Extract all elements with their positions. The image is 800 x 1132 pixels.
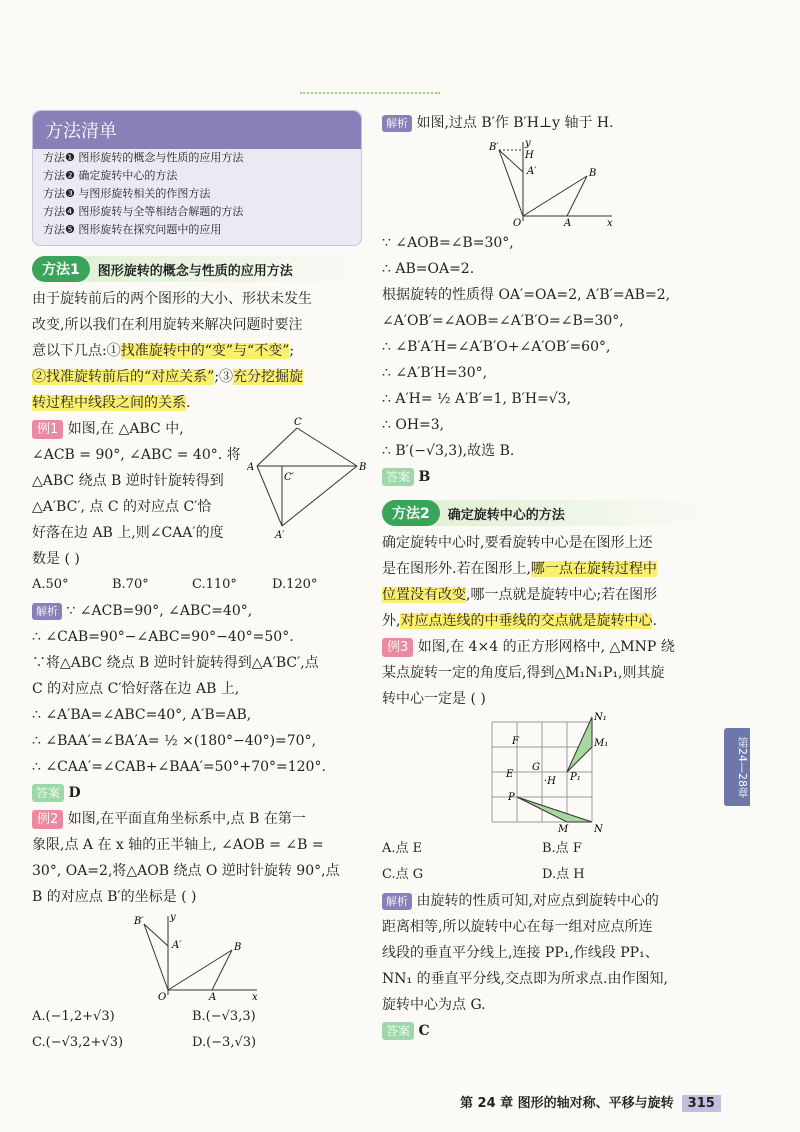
text: . xyxy=(652,613,657,629)
grid-figure xyxy=(482,712,612,832)
answer-tag: 答案 xyxy=(382,1022,414,1040)
text: 由旋转的性质可知,对应点到旋转中心的 xyxy=(412,893,659,909)
label-y: y xyxy=(525,138,531,149)
solution-tag: 解析 xyxy=(32,603,62,620)
summary-item: 方法❹ 图形旋转与全等相结合解题的方法 xyxy=(43,205,244,218)
text-line: ∴ ∠BAA′=∠BA′A= ½ ×(180°−40°)=70°, xyxy=(32,733,317,749)
chapter-title: 第 24 章 图形的轴对称、平移与旋转 xyxy=(460,1096,674,1111)
text-line xyxy=(382,634,712,660)
highlight: 对应点连线的中垂线的交点就是旋转中心 xyxy=(400,613,653,629)
left-column xyxy=(32,110,367,1056)
answer-line xyxy=(382,1018,712,1044)
highlight: 哪一点在旋转过程中 xyxy=(530,561,657,577)
text-line: C 的对应点 C′恰好落在边 AB 上, xyxy=(32,681,240,697)
decor-dots xyxy=(300,92,440,98)
text-line xyxy=(32,598,362,624)
ex3-options xyxy=(382,836,712,862)
summary-item: 方法❺ 图形旋转在探究问题中的应用 xyxy=(43,223,222,236)
coordinate-figure-2 xyxy=(487,136,617,226)
text-line: 根据旋转的性质得 OA′=OA=2, A′B′=AB=2, xyxy=(382,287,671,303)
text: 如图,在 △ABC 中, xyxy=(63,421,184,437)
label-x: x xyxy=(252,992,258,1000)
text: ;③ xyxy=(214,369,234,385)
text-line: △ABC 绕点 B 逆时针旋转得到 xyxy=(32,473,224,489)
label-Cp: C′ xyxy=(284,472,294,483)
option[interactable]: B.点 F xyxy=(542,841,582,856)
text-line xyxy=(382,110,712,136)
summary-item: 方法❶ 图形旋转的概念与性质的应用方法 xyxy=(43,151,244,164)
text-line: 30°, OA=2,将△AOB 绕点 O 逆时针旋转 90°,点 xyxy=(32,863,340,879)
label-A: A xyxy=(247,462,255,473)
label-P1: P₁ xyxy=(570,772,581,783)
text-line: ∵ ∠AOB=∠B=30°, xyxy=(382,235,514,251)
text-line: 意以下几点:①找准旋转中的“变”与“不变”; xyxy=(32,343,295,359)
text-line: ∵将△ABC 绕点 B 逆时针旋转得到△A′BC′,点 xyxy=(32,655,319,671)
method2-tag: 方法2 xyxy=(382,500,440,526)
text-line: 象限,点 A 在 x 轴的正半轴上, ∠AOB = ∠B = xyxy=(32,837,324,853)
label-B: B xyxy=(359,462,367,473)
text-line: ∴ ∠B′A′H=∠A′B′O+∠A′OB′=60°, xyxy=(382,339,611,355)
text-line: 转中心一定是 ( ) xyxy=(382,691,486,707)
text-line: ∴ A′H= ½ A′B′=1, B′H=√3, xyxy=(382,391,572,407)
text-line: ∠A′OB′=∠AOB=∠A′B′O=∠B=30°, xyxy=(382,313,624,329)
label-H: H xyxy=(525,150,534,161)
highlight: 位置没有改变 xyxy=(382,587,466,603)
label-Bp: B′ xyxy=(134,916,144,927)
triangle-figure xyxy=(247,416,372,546)
text-line xyxy=(32,364,362,390)
label-P: P xyxy=(508,792,515,803)
summary-item: 方法❷ 确定旋转中心的方法 xyxy=(43,169,178,182)
solution-tag: 解析 xyxy=(382,893,412,910)
answer-tag: 答案 xyxy=(382,468,414,486)
ex2-options xyxy=(32,1004,362,1030)
text: 外, xyxy=(382,613,401,629)
option[interactable]: B.(−√3,3) xyxy=(192,1009,256,1024)
text: 意以下几点:① xyxy=(32,343,121,359)
text-line xyxy=(382,888,712,914)
text-line: ∴ ∠A′B′H=30°, xyxy=(382,365,488,381)
example1 xyxy=(32,416,367,572)
ex3-options xyxy=(382,862,712,888)
answer-tag: 答案 xyxy=(32,784,64,802)
text: 如图,在 4×4 的正方形网格中, △MNP 绕 xyxy=(413,639,675,655)
method2-title: 确定旋转中心的方法 xyxy=(447,507,565,523)
text-line: 数是 ( ) xyxy=(32,551,80,567)
text-line: ∠ACB = 90°, ∠ABC = 40°. 将 xyxy=(32,447,241,463)
text-line: 旋转中心为点 G. xyxy=(382,997,486,1013)
highlight: 充分挖掘旋 xyxy=(233,369,304,385)
option[interactable]: D.点 H xyxy=(542,867,585,882)
text-line: 距离相等,所以旋转中心在每一组对应点所连 xyxy=(382,919,653,935)
highlight: 找准旋转中的“变”与“不变” xyxy=(120,343,290,359)
ex1-options xyxy=(32,572,362,598)
label-Bp: B′ xyxy=(489,142,499,153)
answer: C xyxy=(418,1023,430,1039)
highlight: ②找准旋转前后的“对应关系” xyxy=(32,369,215,385)
label-Ap: A′ xyxy=(172,940,182,951)
option[interactable]: A.点 E xyxy=(382,841,423,856)
text-line: ∴ AB=OA=2. xyxy=(382,261,475,277)
page-number: 315 xyxy=(682,1095,721,1112)
text-line: NN₁ 的垂直平分线,交点即为所求点.由作图知, xyxy=(382,971,668,987)
answer: D xyxy=(68,785,81,801)
text: ∵ ∠ACB=90°, ∠ABC=40°, xyxy=(66,603,253,619)
example-tag: 例3 xyxy=(382,638,413,657)
option[interactable]: A.50° xyxy=(32,577,69,592)
option[interactable]: A.(−1,2+√3) xyxy=(32,1009,115,1024)
text: . xyxy=(186,395,191,411)
method1-tag: 方法1 xyxy=(32,256,90,282)
page-footer xyxy=(460,1092,721,1111)
text-line: ∴ ∠A′BA=∠ABC=40°, A′B=AB, xyxy=(32,707,252,723)
text-line: △A′BC′, 点 C 的对应点 C′恰 xyxy=(32,499,212,515)
label-M1: M₁ xyxy=(594,738,609,749)
text-line xyxy=(32,390,362,416)
option[interactable]: D.(−3,√3) xyxy=(192,1035,257,1050)
label-Ap: A′ xyxy=(275,530,285,541)
text-line: 改变,所以我们在利用旋转来解决问题时要注 xyxy=(32,317,303,333)
text-line: 由于旋转前后的两个图形的大小、形状未发生 xyxy=(32,291,312,307)
label-B: B xyxy=(589,168,597,179)
coordinate-figure xyxy=(132,910,262,1000)
label-O: O xyxy=(158,992,167,1000)
text-line: ∴ OH=3, xyxy=(382,417,445,433)
chapter-side-tab[interactable]: 第24—28章 xyxy=(724,728,750,806)
example-tag: 例2 xyxy=(32,810,63,829)
label-x: x xyxy=(607,218,613,226)
label-H: ·H xyxy=(544,776,556,787)
option[interactable]: C.110° xyxy=(192,577,237,592)
answer-line xyxy=(382,464,712,490)
label-C: C xyxy=(294,417,302,428)
label-N: N xyxy=(594,824,603,832)
summary-title: 方法清单 xyxy=(33,111,361,149)
label-M: M xyxy=(558,824,569,832)
text-line xyxy=(382,608,712,634)
text: 是在图形外.若在图形上, xyxy=(382,561,531,577)
text-line xyxy=(382,582,712,608)
text-line: 好落在边 AB 上,则∠CAA′的度 xyxy=(32,525,224,541)
text-line: 确定旋转中心时,要看旋转中心是在图形上还 xyxy=(382,535,653,551)
text: 如图,过点 B′作 B′H⊥y 轴于 H. xyxy=(412,115,614,131)
example-tag: 例1 xyxy=(32,420,63,439)
text: 如图,在平面直角坐标系中,点 B 在第一 xyxy=(63,811,306,827)
label-B: B xyxy=(234,942,242,953)
answer: B xyxy=(418,469,431,485)
text-line: ∴ B′(−√3,3),故选 B. xyxy=(382,443,515,459)
method-summary-box xyxy=(32,110,362,246)
method2-header xyxy=(382,500,712,526)
option[interactable]: C.点 G xyxy=(382,867,424,882)
text-line: 某点旋转一定的角度后,得到△M₁N₁P₁,则其旋 xyxy=(382,665,665,681)
right-column xyxy=(382,110,712,1044)
option[interactable]: C.(−√3,2+√3) xyxy=(32,1035,124,1050)
text-line: ∴ ∠CAA′=∠CAB+∠BAA′=50°+70°=120°. xyxy=(32,759,326,775)
label-G: G xyxy=(532,762,540,773)
method1-header xyxy=(32,256,362,282)
summary-item: 方法❸ 与图形旋转相关的作图方法 xyxy=(43,187,211,200)
label-A: A xyxy=(564,218,572,226)
answer-line xyxy=(32,780,362,806)
label-O: O xyxy=(513,218,522,226)
highlight: 转过程中线段之间的关系 xyxy=(32,395,186,411)
text-line: B 的对应点 B′的坐标是 ( ) xyxy=(32,889,197,905)
text-line xyxy=(32,806,362,832)
text-line xyxy=(382,556,712,582)
label-A: A xyxy=(209,992,217,1000)
ex2-options xyxy=(32,1030,362,1056)
text-line: 线段的垂直平分线上,连接 PP₁,作线段 PP₁、 xyxy=(382,945,659,961)
text: ,哪一点就是旋转中心;若在图形 xyxy=(466,587,658,603)
label-y: y xyxy=(170,912,176,923)
option[interactable]: D.120° xyxy=(272,577,318,592)
label-N1: N₁ xyxy=(594,712,607,723)
label-F: F xyxy=(512,736,519,747)
option[interactable]: B.70° xyxy=(112,577,149,592)
solution-tag: 解析 xyxy=(382,115,412,132)
label-E: E xyxy=(506,769,514,780)
label-Ap: A′ xyxy=(527,166,537,177)
text-line: ∴ ∠CAB=90°−∠ABC=90°−40°=50°. xyxy=(32,629,294,645)
method1-title: 图形旋转的概念与性质的应用方法 xyxy=(97,263,293,279)
